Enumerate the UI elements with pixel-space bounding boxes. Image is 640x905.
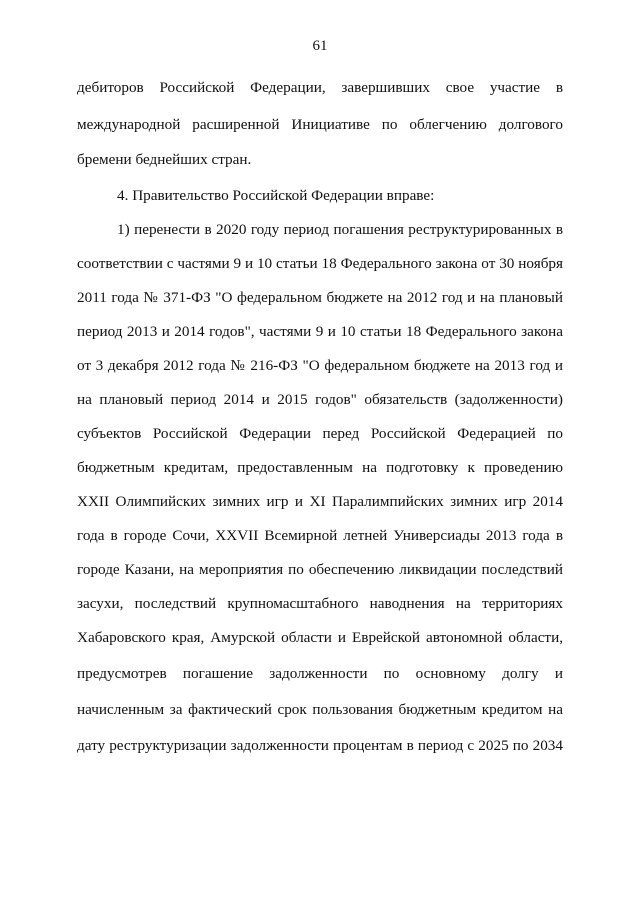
text-line-18: предусмотрев погашение задолженности по основному долгу и (77, 665, 563, 682)
page-number: 61 (312, 38, 328, 54)
text-line-19: начисленным за фактический срок пользования бюджетным кредитом на (77, 701, 563, 718)
text-line-14: года в городе Сочи, XXVII Всемирной летней Универсиады 2013 года в (77, 527, 563, 544)
text-line-16: засухи, последствий крупномасштабного наводнения на территориях (77, 595, 563, 612)
text-line-17: Хабаровского края, Амурской области и Еврейской автономной области, (77, 629, 563, 646)
text-line-7: 2011 года № 371-ФЗ "О федеральном бюджете на 2012 год и на плановый (77, 289, 563, 306)
text-line-5-item-start: 1) перенести в 2020 году период погашения реструктурированных в (117, 221, 563, 238)
text-line-20: дату реструктуризации задолженности процентам в период с 2025 по 2034 (77, 737, 563, 754)
text-line-1: дебиторов Российской Федерации, завершивших свое участие в (77, 79, 563, 96)
text-line-6: соответствии с частями 9 и 10 статьи 18 Федерального закона от 30 ноября (77, 255, 563, 272)
text-line-9: от 3 декабря 2012 года № 216-ФЗ "О федеральном бюджете на 2013 год и (77, 357, 563, 374)
text-line-12: бюджетным кредитам, предоставленным на подготовку к проведению (77, 459, 563, 476)
text-line-3: бремени беднейших стран. (77, 151, 252, 168)
text-line-2: международной расширенной Инициативе по облегчению долгового (77, 116, 563, 133)
text-line-4-section-heading: 4. Правительство Российской Федерации вправе: (117, 187, 435, 204)
text-line-13: XXII Олимпийских зимних игр и XI Паралимпийских зимних игр 2014 (77, 493, 563, 510)
text-line-10: на плановый период 2014 и 2015 годов" обязательств (задолженности) (77, 391, 563, 408)
text-line-11: субъектов Российской Федерации перед Российской Федерацией по (77, 425, 563, 442)
text-line-15: городе Казани, на мероприятия по обеспечению ликвидации последствий (77, 561, 563, 578)
text-line-8: период 2013 и 2014 годов", частями 9 и 10 статьи 18 Федерального закона (77, 323, 563, 340)
